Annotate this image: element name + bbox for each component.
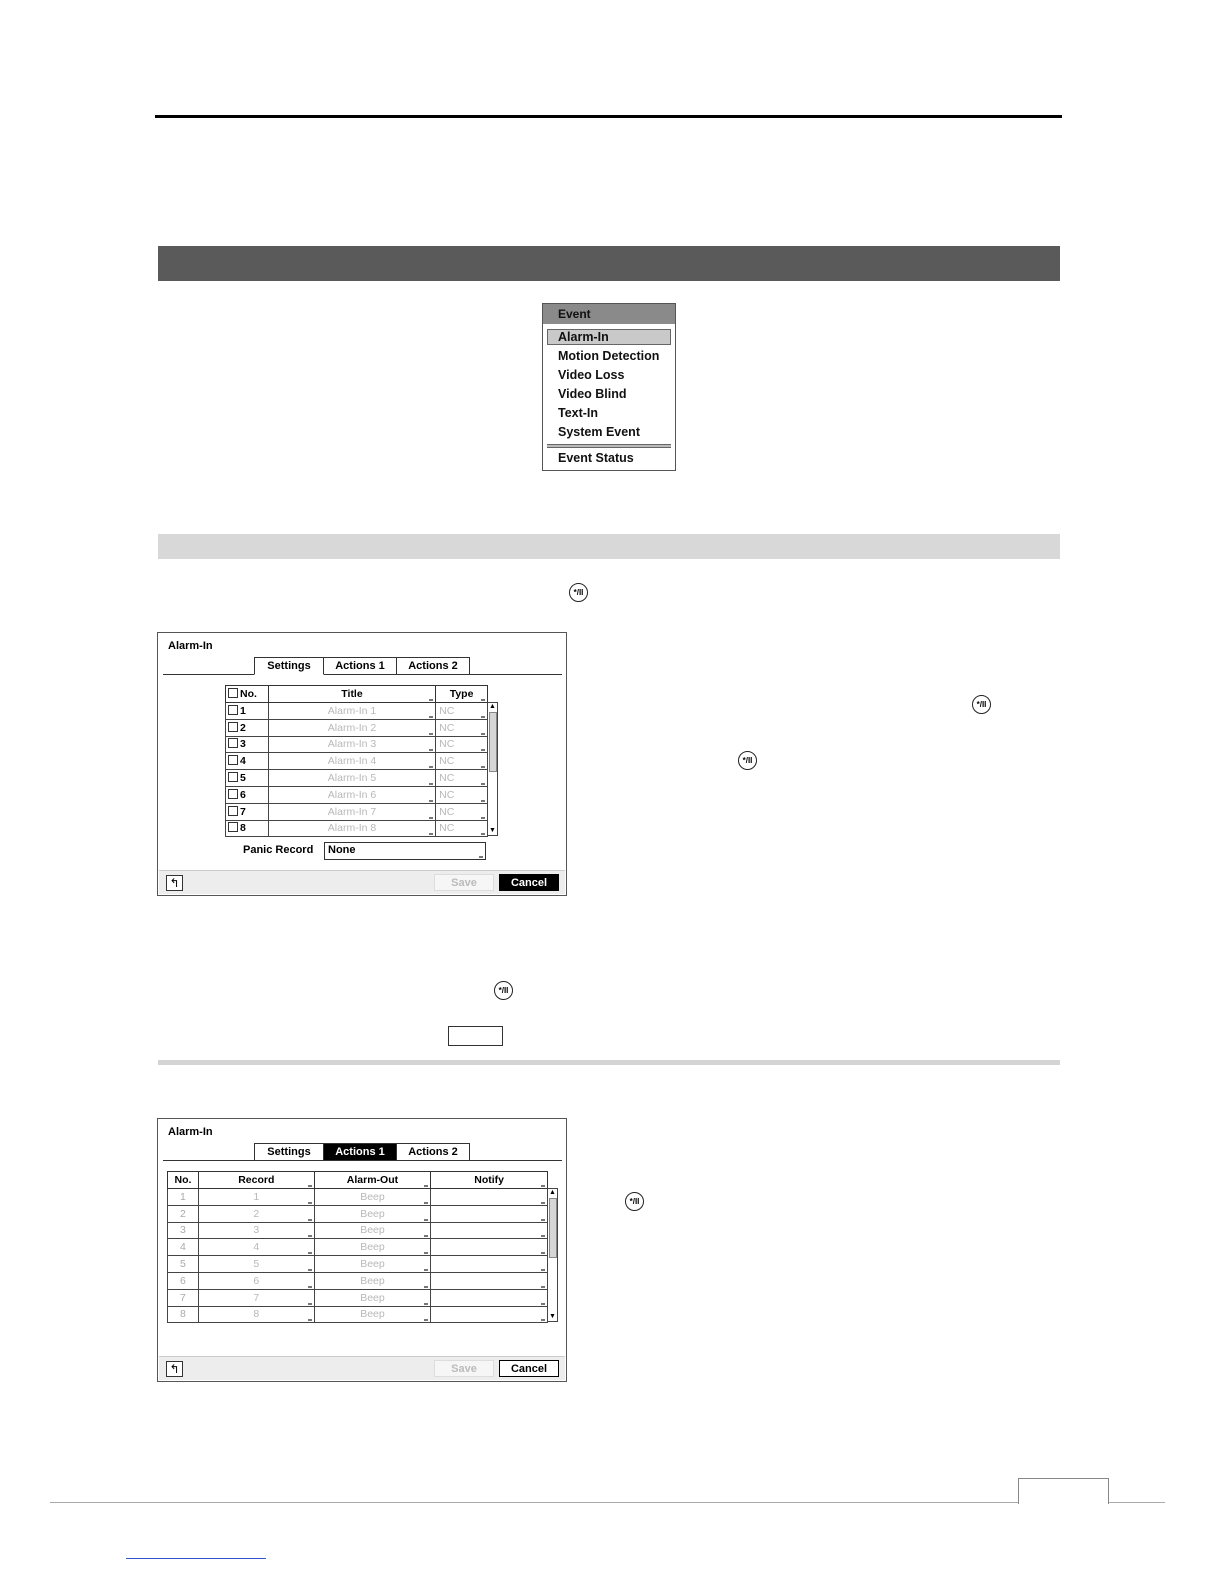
table-row[interactable] (226, 820, 488, 837)
row-number: 7 (168, 1289, 199, 1306)
save-button[interactable]: Save (434, 874, 494, 891)
row-number[interactable]: 4 (226, 753, 269, 770)
row-number: 4 (168, 1239, 199, 1256)
row-type[interactable]: NC (436, 786, 488, 803)
scroll-down-icon[interactable]: ▼ (489, 827, 496, 834)
section-divider (158, 1060, 1060, 1065)
row-type[interactable]: NC (436, 719, 488, 736)
tab-settings[interactable]: Settings (254, 1143, 324, 1161)
row-title[interactable]: Alarm-In 4 (268, 753, 435, 770)
row-number: 1 (168, 1189, 199, 1206)
menu-separator (547, 444, 671, 448)
row-title[interactable]: Alarm-In 5 (268, 770, 435, 787)
tab-settings[interactable]: Settings (254, 657, 324, 675)
keypad-button-icon: */II (494, 981, 513, 1000)
dialog-title: Alarm-In (168, 640, 213, 652)
row-number[interactable]: 8 (226, 820, 269, 837)
column-header-type[interactable]: Type (436, 686, 488, 703)
row-type[interactable]: NC (436, 753, 488, 770)
row-alarm-out[interactable]: Beep (314, 1239, 431, 1256)
menu-item-motion-detection[interactable]: Motion Detection (558, 349, 660, 363)
back-arrow-icon[interactable]: ↰ (166, 875, 183, 891)
row-checkbox[interactable] (228, 789, 238, 799)
table-row[interactable] (168, 1306, 548, 1323)
actions-table (167, 1171, 548, 1323)
row-checkbox[interactable] (228, 806, 238, 816)
column-header-record[interactable]: Record (198, 1172, 314, 1189)
column-header-alarm-out[interactable]: Alarm-Out (314, 1172, 431, 1189)
keypad-button-icon: */II (738, 751, 757, 770)
row-title[interactable]: Alarm-In 2 (268, 719, 435, 736)
row-alarm-out[interactable]: Beep (314, 1205, 431, 1222)
vertical-scrollbar[interactable] (487, 702, 498, 836)
row-alarm-out[interactable]: Beep (314, 1289, 431, 1306)
keypad-button-icon: */II (972, 695, 991, 714)
row-title[interactable]: Alarm-In 3 (268, 736, 435, 753)
dialog-footer (159, 1356, 565, 1380)
back-arrow-icon[interactable]: ↰ (166, 1361, 183, 1377)
row-number: 2 (168, 1205, 199, 1222)
section-header-band (158, 246, 1060, 281)
menu-item-video-blind[interactable]: Video Blind (558, 387, 627, 401)
row-number[interactable]: 2 (226, 719, 269, 736)
row-type[interactable]: NC (436, 770, 488, 787)
table-row[interactable] (168, 1289, 548, 1306)
row-record[interactable]: 5 (198, 1256, 314, 1273)
row-alarm-out[interactable]: Beep (314, 1256, 431, 1273)
alarm-in-actions-dialog (157, 1118, 567, 1382)
row-type[interactable]: NC (436, 736, 488, 753)
row-alarm-out[interactable]: Beep (314, 1272, 431, 1289)
dialog-footer (159, 870, 565, 894)
row-notify[interactable] (431, 1239, 548, 1256)
scroll-thumb[interactable] (549, 1198, 557, 1258)
table-row[interactable] (226, 736, 488, 753)
save-button[interactable]: Save (434, 1360, 494, 1377)
row-record[interactable]: 8 (198, 1306, 314, 1323)
table-row[interactable] (168, 1256, 548, 1273)
panic-record-label: Panic Record (243, 844, 314, 856)
row-record[interactable]: 3 (198, 1222, 314, 1239)
alarm-in-table (225, 685, 488, 837)
row-notify[interactable] (431, 1306, 548, 1323)
row-number: 8 (168, 1306, 199, 1323)
table-row[interactable] (226, 753, 488, 770)
row-record[interactable]: 2 (198, 1205, 314, 1222)
menu-item-system-event[interactable]: System Event (558, 425, 640, 439)
event-menu (542, 303, 676, 471)
row-number: 3 (168, 1222, 199, 1239)
table-row[interactable] (168, 1222, 548, 1239)
row-title[interactable]: Alarm-In 7 (268, 803, 435, 820)
row-record[interactable]: 7 (198, 1289, 314, 1306)
chevron-down-icon (479, 856, 483, 858)
inline-button-illustration (448, 1026, 503, 1046)
tab-divider (163, 674, 562, 675)
dialog-title: Alarm-In (168, 1126, 213, 1138)
menu-item-alarm-in[interactable]: Alarm-In (558, 330, 609, 344)
tab-divider (163, 1160, 562, 1161)
row-notify[interactable] (431, 1289, 548, 1306)
tab-actions-2[interactable]: Actions 2 (396, 657, 470, 675)
column-header-no[interactable]: No. (226, 686, 269, 703)
scroll-up-icon[interactable]: ▲ (549, 1189, 556, 1196)
table-row[interactable] (168, 1189, 548, 1206)
row-notify[interactable] (431, 1256, 548, 1273)
table-row[interactable] (226, 719, 488, 736)
page-number-tab (1018, 1478, 1109, 1504)
menu-item-text-in[interactable]: Text-In (558, 406, 599, 420)
row-number[interactable]: 3 (226, 736, 269, 753)
table-row[interactable] (226, 803, 488, 820)
row-record[interactable]: 4 (198, 1239, 314, 1256)
cancel-button[interactable]: Cancel (499, 1360, 559, 1377)
row-record[interactable]: 6 (198, 1272, 314, 1289)
scroll-thumb[interactable] (489, 712, 497, 772)
row-checkbox[interactable] (228, 722, 238, 732)
row-alarm-out[interactable]: Beep (314, 1222, 431, 1239)
row-number[interactable]: 6 (226, 786, 269, 803)
table-row[interactable] (168, 1239, 548, 1256)
scroll-up-icon[interactable]: ▲ (489, 703, 496, 710)
footer-link-underline (126, 1558, 266, 1559)
event-menu-title: Event (543, 304, 675, 324)
tab-actions-1[interactable]: Actions 1 (323, 657, 397, 675)
row-notify[interactable] (431, 1189, 548, 1206)
table-row[interactable] (168, 1205, 548, 1222)
row-notify[interactable] (431, 1222, 548, 1239)
keypad-button-icon: */II (625, 1192, 644, 1211)
tab-actions-1[interactable]: Actions 1 (323, 1143, 397, 1161)
column-header-title[interactable]: Title (268, 686, 435, 703)
row-number: 5 (168, 1256, 199, 1273)
table-row[interactable] (226, 703, 488, 720)
table-row[interactable] (226, 786, 488, 803)
row-checkbox[interactable] (228, 822, 238, 832)
row-alarm-out[interactable]: Beep (314, 1189, 431, 1206)
row-checkbox[interactable] (228, 755, 238, 765)
menu-item-video-loss[interactable]: Video Loss (558, 368, 625, 382)
top-rule (155, 115, 1062, 118)
row-record[interactable]: 1 (198, 1189, 314, 1206)
table-row[interactable] (168, 1272, 548, 1289)
column-header-notify[interactable]: Notify (431, 1172, 548, 1189)
row-number[interactable]: 1 (226, 703, 269, 720)
panic-record-select[interactable]: None (324, 842, 486, 860)
row-number: 6 (168, 1272, 199, 1289)
select-all-checkbox[interactable] (228, 688, 238, 698)
alarm-in-settings-dialog (157, 632, 567, 896)
menu-item-event-status[interactable]: Event Status (558, 451, 634, 465)
row-number[interactable]: 5 (226, 770, 269, 787)
table-row[interactable] (226, 770, 488, 787)
row-type[interactable]: NC (436, 803, 488, 820)
row-checkbox[interactable] (228, 738, 238, 748)
tab-actions-2[interactable]: Actions 2 (396, 1143, 470, 1161)
row-title[interactable]: Alarm-In 8 (268, 820, 435, 837)
column-header-no[interactable]: No. (168, 1172, 199, 1189)
row-type[interactable]: NC (436, 820, 488, 837)
row-alarm-out[interactable]: Beep (314, 1306, 431, 1323)
row-number[interactable]: 7 (226, 803, 269, 820)
row-title[interactable]: Alarm-In 1 (268, 703, 435, 720)
subsection-header-band (158, 534, 1060, 559)
footer-rule (50, 1502, 1165, 1503)
row-notify[interactable] (431, 1272, 548, 1289)
row-checkbox[interactable] (228, 705, 238, 715)
row-title[interactable]: Alarm-In 6 (268, 786, 435, 803)
vertical-scrollbar[interactable] (547, 1188, 558, 1322)
row-notify[interactable] (431, 1205, 548, 1222)
scroll-down-icon[interactable]: ▼ (549, 1313, 556, 1320)
keypad-button-icon: */II (569, 583, 588, 602)
row-type[interactable]: NC (436, 703, 488, 720)
cancel-button[interactable]: Cancel (499, 874, 559, 891)
row-checkbox[interactable] (228, 772, 238, 782)
